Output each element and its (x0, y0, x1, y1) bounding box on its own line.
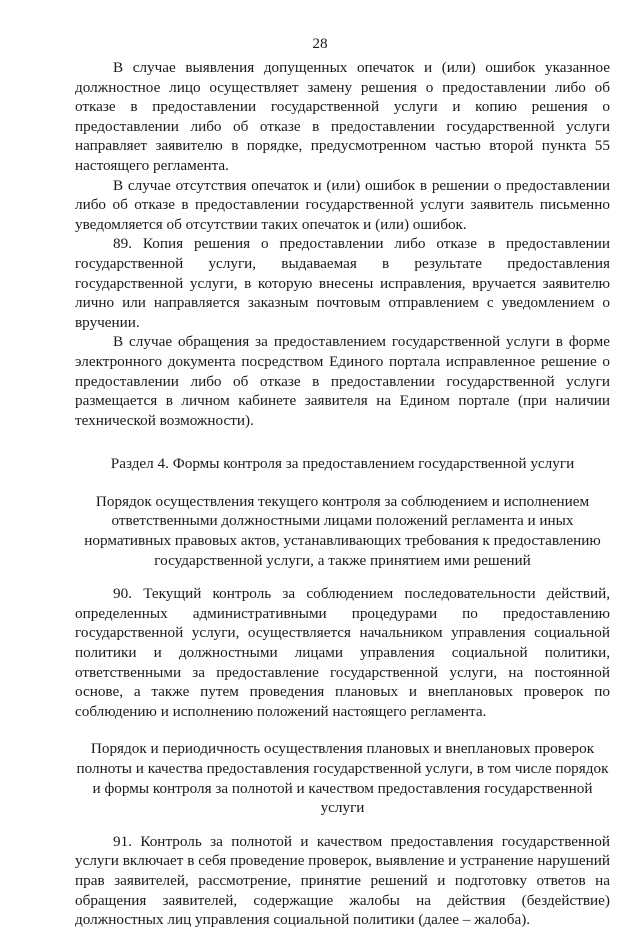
paragraph-90: 90. Текущий контроль за соблюдением последовательности действий, определенных административными процедурами по предоставлению государственной услуги, осуществляется начальником управления социальной политики и должностными лицами управления социальной политики, ответственными за предоставление государственной услуги, на постоянной основе, а также путем проведения плановых и внеплановых проверок по соблюдению и исполнению положений настоящего регламента. (75, 585, 610, 720)
paragraph-91: 91. Контроль за полнотой и качеством предоставления государственной услуги включает в себя проведение проверок, выявление и устранение нарушений прав заявителей, рассмотрение, принятие решений и подготовку ответов на обращения заявителей, содержащие жалобы на действия (бездействие) должностных лиц управления социальной политики (далее – жалоба). (75, 832, 610, 929)
section-heading: Раздел 4. Формы контроля за предоставлением государственной услуги (110, 455, 575, 473)
paragraph-no-corrections: В случае отсутствия опечаток и (или) ошибок в решении о предоставлении либо об отказе в предоставлении государственной услуги заявитель письменно уведомляется об отсутствии таких опечаток и (или) ошибок. (75, 176, 610, 233)
paragraph-electronic-form: В случае обращения за предоставлением государственной услуги в форме электронного документа посредством Единого портала исправленное решение о предоставлении либо об отказе в предоставлении государственной услуги размещается в личном кабинете заявителя на Едином портале (при наличии технической возможности). (75, 333, 610, 429)
page-content (75, 58, 610, 930)
paragraph-89: 89. Копия решения о предоставлении либо отказе в предоставлении государственной услуги, выдаваемая в результате предоставления государственной услуги, в которую внесены исправления, вручается заявителю лично или направляется заказным почтовым отправлением с уведомлением о вручении. (75, 235, 610, 331)
subheading-inspections: Порядок и периодичность осуществления плановых и внеплановых проверок полноты и качества предоставления государственной услуги, в том числе порядок и формы контроля за полнотой и качеством предоставления государственной услуги (76, 740, 609, 817)
subheading-current-control: Порядок осуществления текущего контроля за соблюдением и исполнением ответственными должностными лицами положений регламента и иных нормативных правовых актов, устанавливающих требования к предоставлению государственной услуги, а также принятием ими решений (84, 492, 601, 569)
page-number: 28 (312, 35, 328, 52)
paragraph-corrections-found: В случае выявления допущенных опечаток и (или) ошибок указанное должностное лицо осуществляет замену решения о предоставлении либо об отказе в предоставлении государственной услуги и копию решения о предоставлении либо об отказе в предоставлении государственной услуги направляет заявителю в порядке, предусмотренном частью второй пункта 55 настоящего регламента. (75, 59, 610, 174)
